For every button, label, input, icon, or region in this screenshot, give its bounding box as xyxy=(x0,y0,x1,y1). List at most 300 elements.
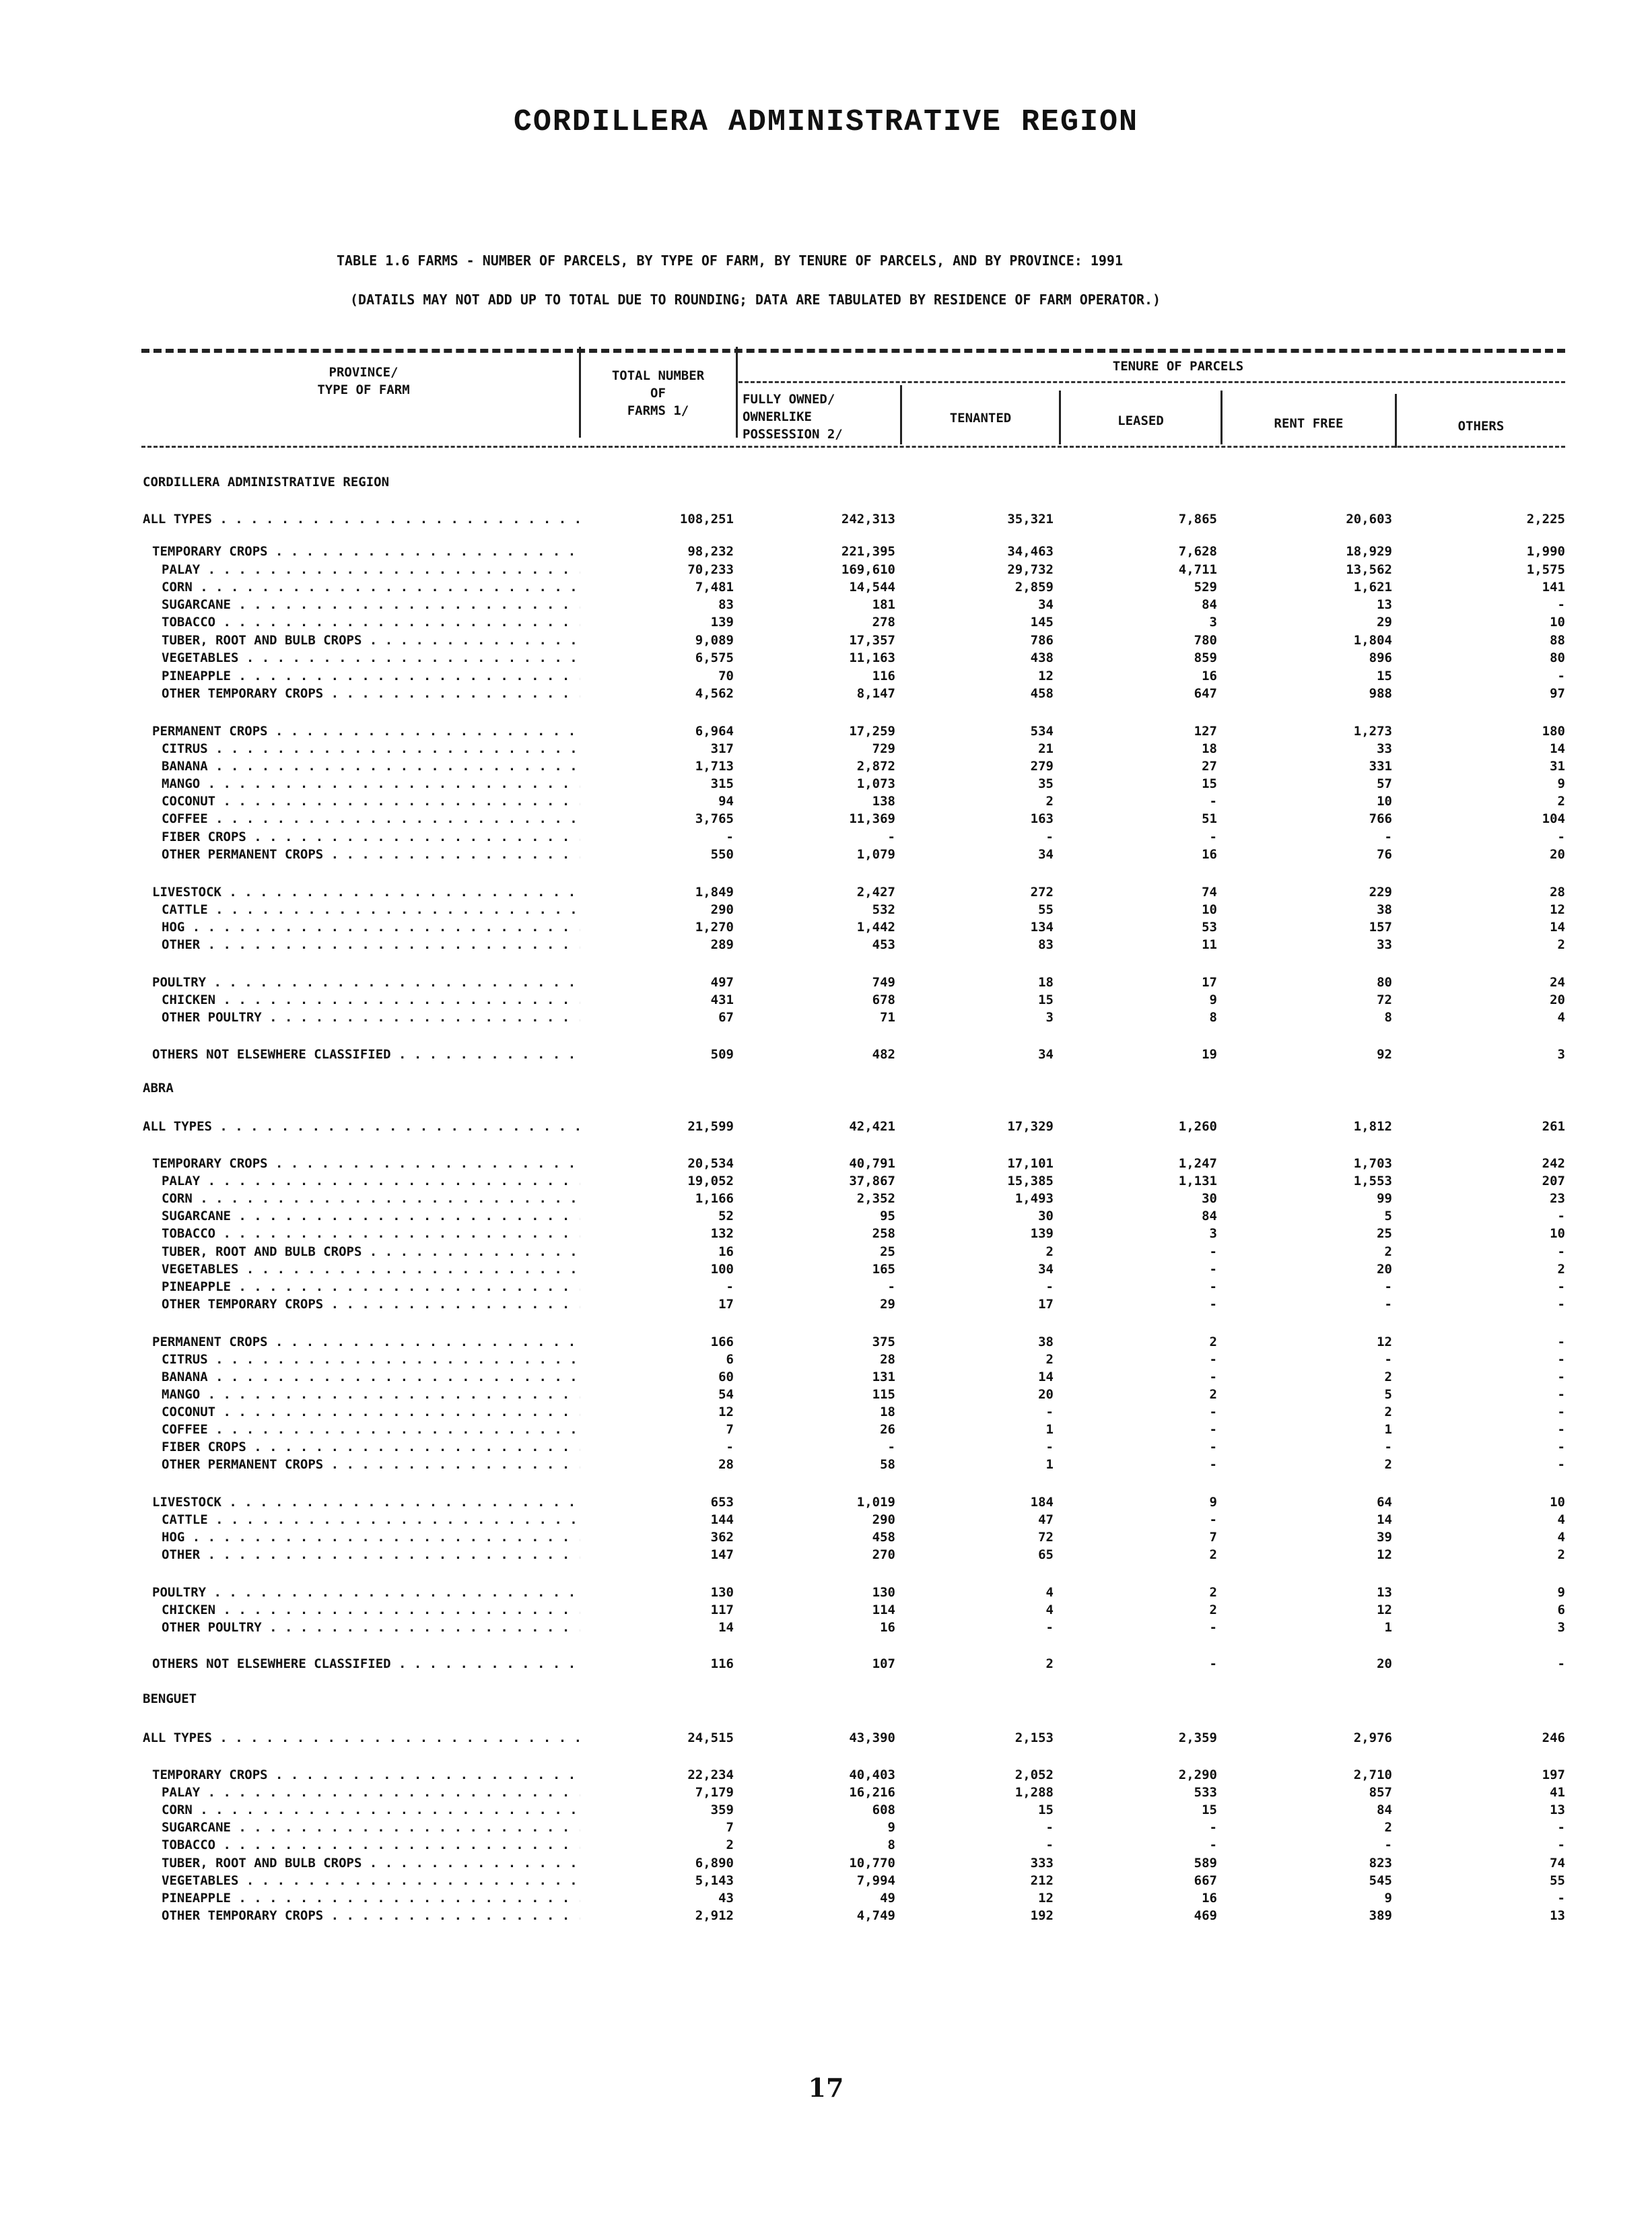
row-label: PINEAPPLE . . . xyxy=(162,669,580,683)
table-caption: TABLE 1.6 FARMS - NUMBER OF PARCELS, BY TYPE OF FARM, BY TENURE OF PARCELS, AND BY PROVINCE: 1991 xyxy=(337,252,1123,269)
cell-col-2: 278 xyxy=(872,615,895,630)
cell-col-1: 98,232 xyxy=(687,544,734,559)
cell-col-3: - xyxy=(1045,830,1054,844)
section-heading-row xyxy=(0,1081,1652,1101)
cell-col-6: - xyxy=(1557,1838,1565,1852)
cell-col-5: 64 xyxy=(1377,1495,1392,1510)
cell-col-5: 39 xyxy=(1377,1530,1392,1545)
cell-col-5: 10 xyxy=(1377,794,1392,809)
cell-col-1: 22,234 xyxy=(687,1768,734,1782)
cell-col-5: - xyxy=(1384,830,1392,844)
cell-col-6: 2,225 xyxy=(1526,512,1565,527)
section-label: ABRA xyxy=(143,1081,174,1096)
cell-col-6: 9 xyxy=(1557,776,1565,791)
cell-col-3: - xyxy=(1045,1440,1054,1454)
cell-col-6: - xyxy=(1557,1457,1565,1472)
cell-col-5: 80 xyxy=(1377,975,1392,990)
cell-col-2: 29 xyxy=(880,1297,895,1312)
cell-col-1: 19,052 xyxy=(687,1174,734,1188)
cell-col-3: 15 xyxy=(1038,1803,1054,1817)
cell-col-1: 3,765 xyxy=(695,811,734,826)
cell-col-5: 857 xyxy=(1369,1785,1392,1800)
row-label: COFFEE . . . xyxy=(162,1422,580,1437)
header-type-of-farm: TYPE OF FARM xyxy=(317,382,410,397)
cell-col-3: 29,732 xyxy=(1007,562,1054,577)
row-label: CORN . . . xyxy=(162,580,580,595)
cell-col-4: 16 xyxy=(1202,847,1217,862)
cell-col-1: 147 xyxy=(710,1547,734,1562)
cell-col-4: - xyxy=(1209,1370,1217,1384)
cell-col-2: 16,216 xyxy=(849,1785,895,1800)
cell-col-6: - xyxy=(1557,1335,1565,1349)
cell-col-5: 72 xyxy=(1377,992,1392,1007)
cell-col-2: 18 xyxy=(880,1405,895,1419)
header-fully-owned-line3: POSSESSION 2/ xyxy=(743,427,843,442)
cell-col-6: 1,990 xyxy=(1526,544,1565,559)
cell-col-3: - xyxy=(1045,1405,1054,1419)
cell-col-6: 88 xyxy=(1550,633,1565,648)
cell-col-6: - xyxy=(1557,1370,1565,1384)
cell-col-3: 2 xyxy=(1045,1352,1054,1367)
cell-col-5: 13 xyxy=(1377,597,1392,612)
cell-col-1: 5,143 xyxy=(695,1873,734,1888)
cell-col-1: - xyxy=(726,830,734,844)
table-row xyxy=(0,1226,1652,1246)
cell-col-3: 192 xyxy=(1030,1908,1054,1923)
cell-col-6: 13 xyxy=(1550,1803,1565,1817)
cell-col-3: 2 xyxy=(1045,1244,1054,1259)
cell-col-4: 7 xyxy=(1209,1530,1217,1545)
cell-col-5: 76 xyxy=(1377,847,1392,862)
cell-col-4: 18 xyxy=(1202,741,1217,756)
cell-col-4: 589 xyxy=(1194,1856,1217,1871)
cell-col-6: 20 xyxy=(1550,847,1565,862)
cell-col-6: 4 xyxy=(1557,1530,1565,1545)
cell-col-3: 12 xyxy=(1038,1891,1054,1906)
cell-col-5: 20,603 xyxy=(1346,512,1392,527)
cell-col-2: 2,352 xyxy=(856,1191,895,1206)
cell-col-6: - xyxy=(1557,1387,1565,1402)
cell-col-3: 65 xyxy=(1038,1547,1054,1562)
cell-col-2: 37,867 xyxy=(849,1174,895,1188)
cell-col-4: 53 xyxy=(1202,920,1217,935)
cell-col-4: 84 xyxy=(1202,1209,1217,1223)
row-label: PALAY . . . xyxy=(162,562,580,577)
cell-col-5: - xyxy=(1384,1279,1392,1294)
cell-col-4: 2 xyxy=(1209,1585,1217,1600)
cell-col-4: 1,131 xyxy=(1178,1174,1217,1188)
cell-col-6: 246 xyxy=(1542,1730,1565,1745)
cell-col-2: 1,079 xyxy=(856,847,895,862)
table-row xyxy=(0,1297,1652,1317)
cell-col-5: 25 xyxy=(1377,1226,1392,1241)
cell-col-2: 458 xyxy=(872,1530,895,1545)
cell-col-3: - xyxy=(1045,1838,1054,1852)
cell-col-4: 1,247 xyxy=(1178,1156,1217,1171)
cell-col-6: - xyxy=(1557,1656,1565,1671)
cell-col-5: 13 xyxy=(1377,1585,1392,1600)
cell-col-4: - xyxy=(1209,1297,1217,1312)
cell-col-1: 54 xyxy=(718,1387,734,1402)
header-farms: FARMS 1/ xyxy=(627,403,689,418)
cell-col-6: 10 xyxy=(1550,1226,1565,1241)
table-row xyxy=(0,1730,1652,1751)
cell-col-5: 896 xyxy=(1369,650,1392,665)
cell-col-1: 7,179 xyxy=(695,1785,734,1800)
cell-col-5: 20 xyxy=(1377,1262,1392,1277)
cell-col-3: 184 xyxy=(1030,1495,1054,1510)
cell-col-1: 94 xyxy=(718,794,734,809)
cell-col-6: - xyxy=(1557,830,1565,844)
cell-col-6: 207 xyxy=(1542,1174,1565,1188)
cell-col-6: 41 xyxy=(1550,1785,1565,1800)
cell-col-6: 10 xyxy=(1550,615,1565,630)
cell-col-1: 289 xyxy=(710,937,734,952)
cell-col-6: 9 xyxy=(1557,1585,1565,1600)
row-label: OTHERS NOT ELSEWHERE CLASSIFIED . . . xyxy=(152,1656,580,1671)
row-label: OTHER . . . xyxy=(162,1547,580,1562)
cell-col-4: 11 xyxy=(1202,937,1217,952)
header-rent-free: RENT FREE xyxy=(1274,416,1344,431)
cell-col-4: 8 xyxy=(1209,1010,1217,1025)
cell-col-2: 95 xyxy=(880,1209,895,1223)
cell-col-1: 1,166 xyxy=(695,1191,734,1206)
row-label: TEMPORARY CROPS . . . xyxy=(152,1768,580,1782)
cell-col-3: 17,101 xyxy=(1007,1156,1054,1171)
row-label: OTHER POULTRY . . . xyxy=(162,1620,580,1635)
cell-col-2: 115 xyxy=(872,1387,895,1402)
cell-col-1: - xyxy=(726,1440,734,1454)
cell-col-2: 116 xyxy=(872,669,895,683)
cell-col-4: 127 xyxy=(1194,724,1217,739)
cell-col-5: 331 xyxy=(1369,759,1392,774)
cell-col-3: 38 xyxy=(1038,1335,1054,1349)
cell-col-6: 3 xyxy=(1557,1047,1565,1062)
row-label: PALAY . . . xyxy=(162,1785,580,1800)
row-label: CHICKEN . . . xyxy=(162,1603,580,1617)
cell-col-6: - xyxy=(1557,597,1565,612)
cell-col-4: 9 xyxy=(1209,992,1217,1007)
cell-col-3: 2,153 xyxy=(1014,1730,1054,1745)
cell-col-3: 2 xyxy=(1045,794,1054,809)
row-label: PALAY . . . xyxy=(162,1174,580,1188)
row-label: MANGO . . . xyxy=(162,776,580,791)
cell-col-6: - xyxy=(1557,1440,1565,1454)
cell-col-3: - xyxy=(1045,1820,1054,1835)
cell-col-4: - xyxy=(1209,1244,1217,1259)
cell-col-5: 9 xyxy=(1384,1891,1392,1906)
row-label: TUBER, ROOT AND BULB CROPS . . . xyxy=(162,633,580,648)
row-label: CITRUS . . . xyxy=(162,741,580,756)
cell-col-4: 2 xyxy=(1209,1387,1217,1402)
table-row xyxy=(0,1656,1652,1677)
cell-col-5: 8 xyxy=(1384,1010,1392,1025)
cell-col-5: 57 xyxy=(1377,776,1392,791)
cell-col-4: 2,359 xyxy=(1178,1730,1217,1745)
cell-col-6: 141 xyxy=(1542,580,1565,595)
cell-col-2: 107 xyxy=(872,1656,895,1671)
cell-col-5: 2 xyxy=(1384,1405,1392,1419)
row-label: OTHER . . . xyxy=(162,937,580,952)
cell-col-4: - xyxy=(1209,1262,1217,1277)
table-row xyxy=(0,1457,1652,1477)
cell-col-6: 2 xyxy=(1557,794,1565,809)
cell-col-5: 1,621 xyxy=(1353,580,1392,595)
table-row xyxy=(0,847,1652,867)
cell-col-2: 608 xyxy=(872,1803,895,1817)
cell-col-1: 7 xyxy=(726,1820,734,1835)
cell-col-4: 3 xyxy=(1209,615,1217,630)
cell-col-1: 431 xyxy=(710,992,734,1007)
cell-col-4: 84 xyxy=(1202,597,1217,612)
row-label: LIVESTOCK . . . xyxy=(152,885,580,900)
cell-col-4: - xyxy=(1209,1457,1217,1472)
cell-col-2: 131 xyxy=(872,1370,895,1384)
cell-col-3: 4 xyxy=(1045,1603,1054,1617)
table-row xyxy=(0,650,1652,671)
cell-col-2: 482 xyxy=(872,1047,895,1062)
row-label: VEGETABLES . . . xyxy=(162,1262,580,1277)
row-label: PINEAPPLE . . . xyxy=(162,1891,580,1906)
cell-col-5: 1,553 xyxy=(1353,1174,1392,1188)
cell-col-2: 40,791 xyxy=(849,1156,895,1171)
cell-col-4: 7,628 xyxy=(1178,544,1217,559)
cell-col-4: 7,865 xyxy=(1178,512,1217,527)
header-total-number: TOTAL NUMBER xyxy=(611,368,705,383)
row-label: VEGETABLES . . . xyxy=(162,650,580,665)
cell-col-1: 116 xyxy=(710,1656,734,1671)
row-label: CATTLE . . . xyxy=(162,902,580,917)
table-row xyxy=(0,1119,1652,1139)
cell-col-2: 221,395 xyxy=(841,544,895,559)
cell-col-4: 9 xyxy=(1209,1495,1217,1510)
cell-col-2: 1,442 xyxy=(856,920,895,935)
row-label: BANANA . . . xyxy=(162,1370,580,1384)
cell-col-2: - xyxy=(887,830,895,844)
cell-col-2: 58 xyxy=(880,1457,895,1472)
cell-col-1: 130 xyxy=(710,1585,734,1600)
row-label: BANANA . . . xyxy=(162,759,580,774)
cell-col-4: 10 xyxy=(1202,902,1217,917)
row-label: CITRUS . . . xyxy=(162,1352,580,1367)
cell-col-3: 458 xyxy=(1030,686,1054,701)
cell-col-3: 47 xyxy=(1038,1512,1054,1527)
cell-col-4: 15 xyxy=(1202,1803,1217,1817)
cell-col-1: 67 xyxy=(718,1010,734,1025)
cell-col-2: 532 xyxy=(872,902,895,917)
table-row xyxy=(0,686,1652,706)
cell-col-1: 14 xyxy=(718,1620,734,1635)
cell-col-5: 2,976 xyxy=(1353,1730,1392,1745)
cell-col-3: 34 xyxy=(1038,1262,1054,1277)
cell-col-6: 28 xyxy=(1550,885,1565,900)
cell-col-1: 6,575 xyxy=(695,650,734,665)
cell-col-2: 729 xyxy=(872,741,895,756)
cell-col-1: 7 xyxy=(726,1422,734,1437)
cell-col-2: 7,994 xyxy=(856,1873,895,1888)
cell-col-4: - xyxy=(1209,1422,1217,1437)
cell-col-3: 279 xyxy=(1030,759,1054,774)
cell-col-3: 17,329 xyxy=(1007,1119,1054,1134)
cell-col-3: 30 xyxy=(1038,1209,1054,1223)
cell-col-4: - xyxy=(1209,1352,1217,1367)
cell-col-4: 647 xyxy=(1194,686,1217,701)
row-label: TUBER, ROOT AND BULB CROPS . . . xyxy=(162,1856,580,1871)
table-row xyxy=(0,1547,1652,1568)
cell-col-2: 8,147 xyxy=(856,686,895,701)
cell-col-3: 34,463 xyxy=(1007,544,1054,559)
cell-col-4: 1,260 xyxy=(1178,1119,1217,1134)
cell-col-5: 33 xyxy=(1377,741,1392,756)
cell-col-1: 9,089 xyxy=(695,633,734,648)
table-row xyxy=(0,1838,1652,1858)
cell-col-3: 12 xyxy=(1038,669,1054,683)
cell-col-3: 333 xyxy=(1030,1856,1054,1871)
row-label: ALL TYPES . . . xyxy=(143,1730,580,1745)
cell-col-3: 139 xyxy=(1030,1226,1054,1241)
row-label: MANGO . . . xyxy=(162,1387,580,1402)
cell-col-4: - xyxy=(1209,1838,1217,1852)
cell-col-6: 2 xyxy=(1557,1547,1565,1562)
cell-col-1: 83 xyxy=(718,597,734,612)
cell-col-1: 315 xyxy=(710,776,734,791)
cell-col-2: 169,610 xyxy=(841,562,895,577)
cell-col-4: 529 xyxy=(1194,580,1217,595)
cell-col-5: 157 xyxy=(1369,920,1392,935)
cell-col-6: - xyxy=(1557,1891,1565,1906)
row-label: OTHER PERMANENT CROPS . . . xyxy=(162,847,580,862)
table-row xyxy=(0,1047,1652,1067)
cell-col-1: 1,849 xyxy=(695,885,734,900)
cell-col-2: 4,749 xyxy=(856,1908,895,1923)
cell-col-1: 100 xyxy=(710,1262,734,1277)
row-label: CATTLE . . . xyxy=(162,1512,580,1527)
row-label: TEMPORARY CROPS . . . xyxy=(152,1156,580,1171)
cell-col-4: 74 xyxy=(1202,885,1217,900)
cell-col-3: 15,385 xyxy=(1007,1174,1054,1188)
cell-col-2: 42,421 xyxy=(849,1119,895,1134)
cell-col-4: - xyxy=(1209,794,1217,809)
cell-col-5: 5 xyxy=(1384,1209,1392,1223)
cell-col-3: 2,859 xyxy=(1014,580,1054,595)
cell-col-4: 51 xyxy=(1202,811,1217,826)
cell-col-6: 197 xyxy=(1542,1768,1565,1782)
cell-col-6: 6 xyxy=(1557,1603,1565,1617)
cell-col-2: 17,357 xyxy=(849,633,895,648)
cell-col-2: 1,073 xyxy=(856,776,895,791)
cell-col-4: 19 xyxy=(1202,1047,1217,1062)
row-label: OTHER TEMPORARY CROPS . . . xyxy=(162,1297,580,1312)
cell-col-1: 132 xyxy=(710,1226,734,1241)
cell-col-5: 13,562 xyxy=(1346,562,1392,577)
cell-col-5: 15 xyxy=(1377,669,1392,683)
cell-col-3: 17 xyxy=(1038,1297,1054,1312)
cell-col-3: 83 xyxy=(1038,937,1054,952)
cell-col-1: 108,251 xyxy=(679,512,734,527)
cell-col-3: 145 xyxy=(1030,615,1054,630)
cell-col-6: 12 xyxy=(1550,902,1565,917)
cell-col-4: 3 xyxy=(1209,1226,1217,1241)
cell-col-6: 242 xyxy=(1542,1156,1565,1171)
cell-col-5: 5 xyxy=(1384,1387,1392,1402)
cell-col-2: 71 xyxy=(880,1010,895,1025)
page-number: 17 xyxy=(808,2073,844,2103)
cell-col-1: 144 xyxy=(710,1512,734,1527)
cell-col-3: 55 xyxy=(1038,902,1054,917)
cell-col-4: 859 xyxy=(1194,650,1217,665)
cell-col-2: 14,544 xyxy=(849,580,895,595)
cell-col-2: 270 xyxy=(872,1547,895,1562)
row-label: TOBACCO . . . xyxy=(162,1838,580,1852)
header-fully-owned-line1: FULLY OWNED/ xyxy=(743,392,835,407)
cell-col-6: 261 xyxy=(1542,1119,1565,1134)
cell-col-5: 33 xyxy=(1377,937,1392,952)
cell-col-2: - xyxy=(887,1440,895,1454)
cell-col-2: 181 xyxy=(872,597,895,612)
cell-col-4: - xyxy=(1209,1620,1217,1635)
cell-col-5: 766 xyxy=(1369,811,1392,826)
cell-col-3: 2 xyxy=(1045,1656,1054,1671)
cell-col-2: 130 xyxy=(872,1585,895,1600)
cell-col-5: 29 xyxy=(1377,615,1392,630)
row-label: ALL TYPES . . . xyxy=(143,512,580,527)
cell-col-6: 4 xyxy=(1557,1512,1565,1527)
table-row xyxy=(0,1620,1652,1640)
cell-col-5: 2 xyxy=(1384,1820,1392,1835)
row-label: TOBACCO . . . xyxy=(162,1226,580,1241)
cell-col-1: 70 xyxy=(718,669,734,683)
cell-col-4: 2 xyxy=(1209,1335,1217,1349)
cell-col-1: 16 xyxy=(718,1244,734,1259)
cell-col-5: 988 xyxy=(1369,686,1392,701)
cell-col-1: 359 xyxy=(710,1803,734,1817)
row-label: SUGARCANE . . . xyxy=(162,1820,580,1835)
section-label: CORDILLERA ADMINISTRATIVE REGION xyxy=(143,475,390,490)
cell-col-6: 2 xyxy=(1557,1262,1565,1277)
cell-col-4: - xyxy=(1209,1820,1217,1835)
cell-col-3: 1,288 xyxy=(1014,1785,1054,1800)
cell-col-2: 40,403 xyxy=(849,1768,895,1782)
cell-col-2: 10,770 xyxy=(849,1856,895,1871)
cell-col-4: 15 xyxy=(1202,776,1217,791)
cell-col-6: 55 xyxy=(1550,1873,1565,1888)
cell-col-4: 27 xyxy=(1202,759,1217,774)
cell-col-5: 92 xyxy=(1377,1047,1392,1062)
cell-col-6: - xyxy=(1557,669,1565,683)
row-label: PERMANENT CROPS . . . xyxy=(152,724,580,739)
row-label: TUBER, ROOT AND BULB CROPS . . . xyxy=(162,1244,580,1259)
row-label: COFFEE . . . xyxy=(162,811,580,826)
cell-col-5: - xyxy=(1384,1297,1392,1312)
cell-col-2: 2,872 xyxy=(856,759,895,774)
cell-col-2: 290 xyxy=(872,1512,895,1527)
cell-col-6: - xyxy=(1557,1297,1565,1312)
cell-col-5: 2,710 xyxy=(1353,1768,1392,1782)
row-label: HOG . . . xyxy=(162,920,580,935)
cell-col-5: 1,273 xyxy=(1353,724,1392,739)
section-heading-row xyxy=(0,475,1652,495)
row-label: SUGARCANE . . . xyxy=(162,1209,580,1223)
cell-col-2: 49 xyxy=(880,1891,895,1906)
header-leased: LEASED xyxy=(1117,413,1164,428)
cell-col-2: 25 xyxy=(880,1244,895,1259)
cell-col-1: 1,713 xyxy=(695,759,734,774)
cell-col-1: 17 xyxy=(718,1297,734,1312)
cell-col-1: 117 xyxy=(710,1603,734,1617)
cell-col-5: 2 xyxy=(1384,1370,1392,1384)
cell-col-2: 9 xyxy=(887,1820,895,1835)
cell-col-2: 453 xyxy=(872,937,895,952)
